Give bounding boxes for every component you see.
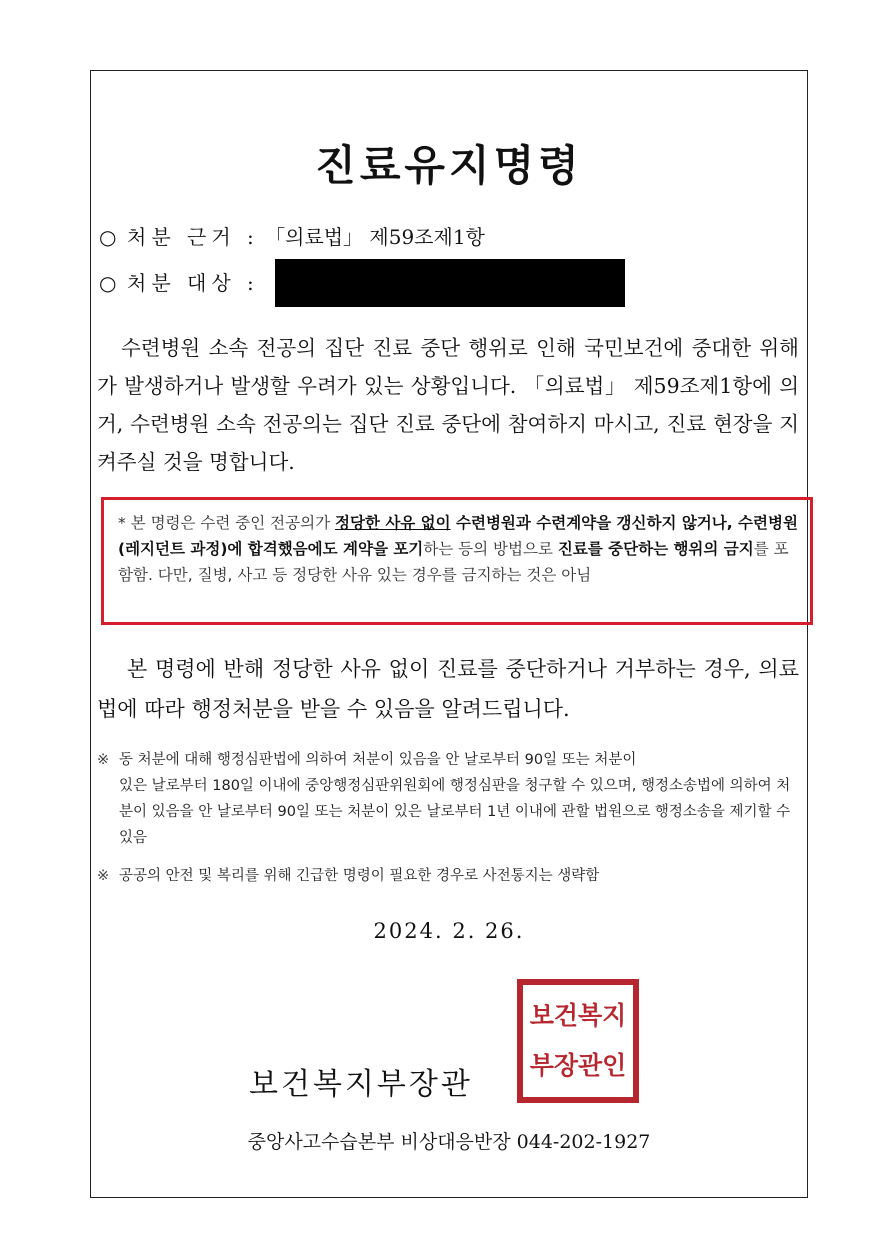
- notice-text-2: 하는 등의 방법으로: [423, 540, 558, 558]
- appeal-note-line1: 동 처분에 대해 행정심판법에 의하여 처분이 있음을 안 날로부터 90일 또는 처분이: [119, 752, 637, 768]
- document-title: 진료유지명령: [315, 141, 583, 190]
- appeal-note-rest: 있은 날로부터 180일 이내에 중앙행정심판위원회에 행정심판을 청구할 수 있으며, 행정소송법에 의하여 처분이 있음을 안 날로부터 90일 또는 처분이 있은 날로부터 1년 이내에 관할 법원으로 행정소송을 제기할 수 있음: [119, 778, 791, 846]
- warning-paragraph: [97, 649, 799, 729]
- warning-paragraph-text: 본 명령에 반해 정당한 사유 없이 진료를 중단하거나 거부하는 경우, 의료법에 따라 행정처분을 받을 수 있음을 알려드립니다.: [97, 657, 799, 721]
- basis-row: [99, 221, 485, 250]
- notice-text-3: 를 포함함. 다만, 질병, 사고 등 정당한 사유 있는 경우를 금지하는 것은 아님: [118, 540, 789, 584]
- circle-bullet-icon: ○: [99, 225, 117, 249]
- reference-mark-icon: ※: [97, 752, 110, 768]
- issue-date: 2024. 2. 26.: [373, 919, 525, 943]
- circle-bullet-icon: ○: [99, 271, 117, 295]
- notice-emphasis-2: 수련병원과 수련계약을 갱신하지 않거나, 수련병원(레지던트 과정)에 합격했음에도 계약을 포기: [118, 514, 798, 558]
- seal-line-1: 보건복지: [529, 1001, 627, 1030]
- redacted-target-box: [275, 259, 625, 307]
- official-seal: [517, 979, 639, 1103]
- asterisk-mark: *: [118, 514, 126, 532]
- target-row: [99, 267, 259, 296]
- basis-value: 「의료법」 제59조제1항: [265, 225, 485, 249]
- notice-emphasis-1: 정당한 사유 없이: [335, 514, 451, 532]
- notification-note-text: 공공의 안전 및 복리를 위해 긴급한 명령이 필요한 경우로 사전통지는 생략함: [119, 868, 600, 884]
- target-label: 처분 대상 :: [127, 271, 259, 295]
- notification-note: [97, 863, 801, 889]
- order-paragraph: [97, 329, 799, 481]
- document-page: [90, 70, 808, 1198]
- notice-text-1: 본 명령은 수련 중인 전공의가: [130, 514, 335, 532]
- issuer-name: 보건복지부장관: [249, 1067, 473, 1102]
- appeal-note: [97, 747, 801, 851]
- notice-box: [101, 497, 813, 625]
- notice-emphasis-3: 진료를 중단하는 행위의 금지: [557, 540, 754, 558]
- seal-line-2: 부장관인: [529, 1051, 627, 1080]
- reference-mark-icon: ※: [97, 868, 110, 884]
- contact-footer: 중앙사고수습본부 비상대응반장 044-202-1927: [247, 1131, 651, 1153]
- order-paragraph-text: 수련병원 소속 전공의 집단 진료 중단 행위로 인해 국민보건에 중대한 위해가 발생하거나 발생할 우려가 있는 상황입니다. 「의료법」 제59조제1항에 의거, 수련병원 소속 전공의는 집단 진료 중단에 참여하지 마시고, 진료 현장을 지켜주실 것을 명합니다.: [97, 336, 799, 474]
- basis-label: 처분 근거 :: [127, 225, 259, 249]
